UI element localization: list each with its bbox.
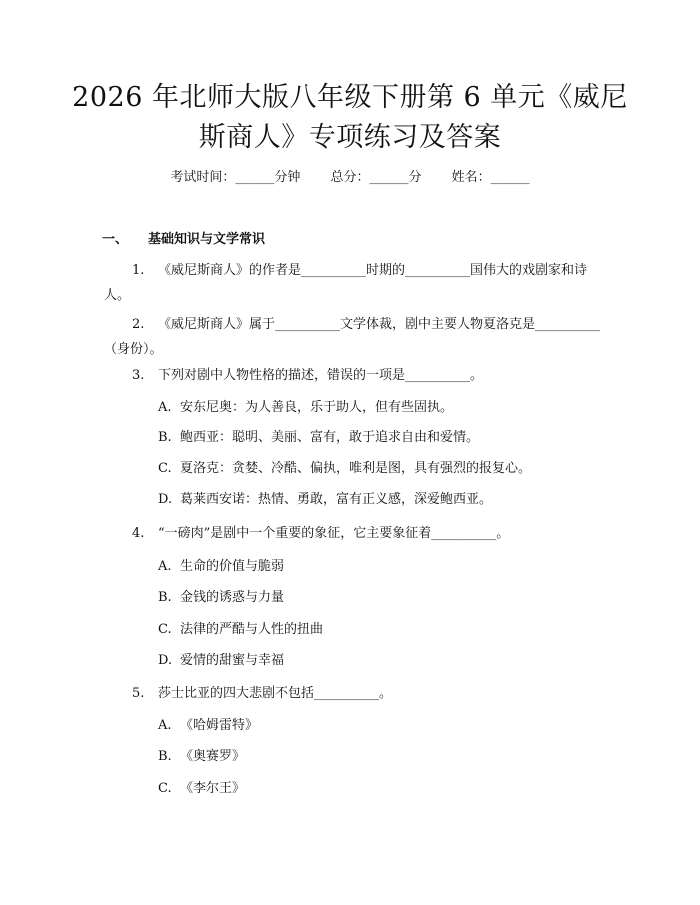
question-number: 2. bbox=[132, 317, 145, 332]
option-text: 葛莱西安诺：热情、勇敢，富有正义感，深爱鲍西亚。 bbox=[180, 492, 493, 507]
question-text: 莎士比亚的四大悲剧不包括__________。 bbox=[158, 686, 393, 701]
option-c bbox=[158, 779, 245, 799]
option-label: C. bbox=[158, 781, 172, 796]
option-label: C. bbox=[158, 461, 172, 476]
option-label: B. bbox=[158, 749, 172, 764]
option-text: 《哈姆雷特》 bbox=[180, 718, 259, 733]
option-label: D. bbox=[158, 653, 173, 668]
option-text: 《奥赛罗》 bbox=[180, 749, 246, 764]
option-label: C. bbox=[158, 622, 172, 637]
question-5 bbox=[104, 681, 604, 706]
option-label: A. bbox=[158, 400, 172, 415]
option-label: A. bbox=[158, 718, 172, 733]
option-label: B. bbox=[158, 590, 172, 605]
question-number: 4. bbox=[132, 526, 145, 541]
question-text: 《威尼斯商人》属于__________文学体裁，剧中主要人物夏洛克是__________（身份）。 bbox=[104, 317, 601, 357]
document-title: 2026 年北师大版八年级下册第 6 单元《威尼斯商人》专项练习及答案 bbox=[72, 82, 628, 153]
option-b bbox=[158, 428, 479, 448]
option-text: 爱情的甜蜜与幸福 bbox=[180, 653, 285, 668]
option-label: A. bbox=[158, 559, 172, 574]
option-a bbox=[158, 716, 258, 736]
question-number: 1. bbox=[132, 263, 145, 278]
option-c bbox=[158, 620, 323, 640]
option-text: 生命的价值与脆弱 bbox=[180, 559, 285, 574]
option-a bbox=[158, 557, 284, 577]
option-text: 安东尼奥：为人善良，乐于助人，但有些固执。 bbox=[180, 400, 454, 415]
question-number: 3. bbox=[132, 368, 145, 383]
question-2 bbox=[104, 312, 604, 362]
section-title: 基础知识与文学常识 bbox=[148, 232, 266, 247]
question-1 bbox=[104, 258, 604, 308]
exam-meta bbox=[0, 168, 700, 188]
section-number: 一、 bbox=[102, 232, 129, 247]
option-label: B. bbox=[158, 430, 172, 445]
question-text: “一磅肉”是剧中一个重要的象征，它主要象征着__________。 bbox=[158, 526, 510, 541]
option-text: 夏洛克：贪婪、冷酷、偏执，唯利是图，具有强烈的报复心。 bbox=[180, 461, 532, 476]
option-text: 法律的严酷与人性的扭曲 bbox=[180, 622, 324, 637]
question-4 bbox=[104, 521, 604, 546]
question-number: 5. bbox=[132, 686, 145, 701]
option-b bbox=[158, 747, 245, 767]
option-d bbox=[158, 651, 284, 671]
exam-time: 考试时间：______分钟 bbox=[170, 170, 301, 185]
question-text: 下列对剧中人物性格的描述，错误的一项是__________。 bbox=[158, 368, 484, 383]
option-d bbox=[158, 490, 492, 510]
option-b bbox=[158, 588, 284, 608]
exam-total-score: 总分：______分 bbox=[330, 170, 422, 185]
option-label: D. bbox=[158, 492, 173, 507]
option-text: 鲍西亚：聪明、美丽、富有，敢于追求自由和爱情。 bbox=[180, 430, 480, 445]
option-c bbox=[158, 459, 531, 479]
option-text: 金钱的诱惑与力量 bbox=[180, 590, 285, 605]
option-a bbox=[158, 398, 453, 418]
question-text: 《威尼斯商人》的作者是__________时期的__________国伟大的戏剧家和诗人。 bbox=[104, 263, 588, 303]
student-name-field: 姓名：______ bbox=[451, 170, 530, 185]
option-text: 《李尔王》 bbox=[180, 781, 246, 796]
question-3 bbox=[104, 363, 604, 388]
section-heading bbox=[102, 230, 265, 250]
